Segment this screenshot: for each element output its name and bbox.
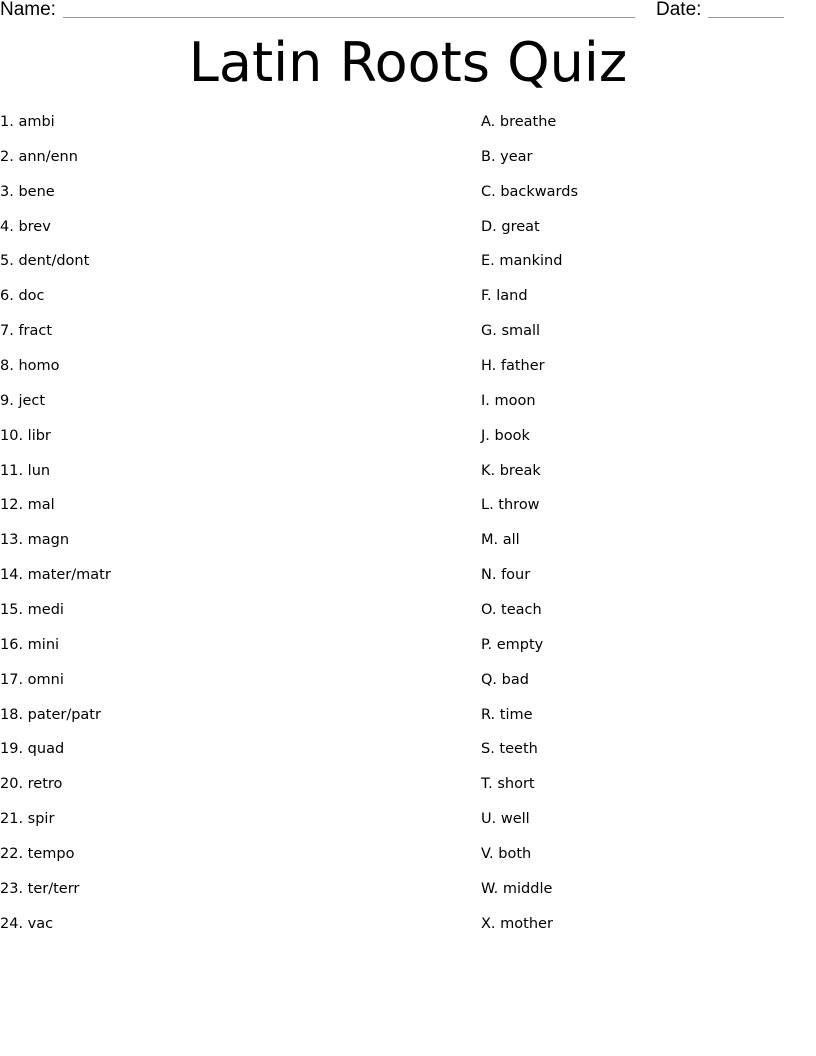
root-item: 18. pater/patr [0, 706, 101, 723]
meaning-item: U. well [481, 811, 530, 828]
root-item: 6. doc [0, 288, 45, 305]
meaning-item: D. great [481, 218, 540, 235]
root-item: 7. fract [0, 323, 53, 340]
date-blank-line [708, 17, 784, 18]
root-item: 20. retro [0, 776, 63, 793]
root-item: 14. mater/matr [0, 567, 111, 584]
meaning-item: B. year [481, 148, 533, 165]
root-item: 22. tempo [0, 846, 75, 863]
meaning-item: O. teach [481, 602, 542, 619]
meaning-item: M. all [481, 532, 520, 549]
root-item: 13. magn [0, 532, 70, 549]
page-title: Latin Roots Quiz [188, 31, 628, 94]
root-item: 15. medi [0, 602, 64, 619]
meaning-item: W. middle [481, 880, 553, 897]
root-item: 21. spir [0, 811, 55, 828]
root-item: 1. ambi [0, 114, 55, 130]
meaning-item: G. small [481, 323, 541, 340]
root-item: 12. mal [0, 497, 55, 514]
meaning-item: C. backwards [481, 183, 579, 200]
roots-list [0, 110, 440, 947]
root-item: 10. libr [0, 427, 51, 444]
meaning-item: J. book [481, 427, 530, 444]
meanings-list [481, 110, 801, 947]
meaning-item: X. mother [481, 915, 553, 932]
meaning-item: R. time [481, 706, 533, 723]
name-blank-line [63, 17, 635, 18]
meaning-item: V. both [481, 846, 532, 863]
root-item: 9. ject [0, 392, 46, 409]
meaning-item: P. empty [481, 636, 544, 653]
meaning-item: K. break [481, 462, 541, 479]
root-item: 17. omni [0, 671, 64, 688]
root-item: 16. mini [0, 636, 60, 653]
root-item: 23. ter/terr [0, 880, 80, 897]
root-item: 19. quad [0, 741, 65, 758]
root-item: 24. vac [0, 915, 54, 932]
root-item: 11. lun [0, 462, 51, 479]
meaning-item: N. four [481, 567, 531, 584]
meaning-item: F. land [481, 288, 528, 305]
meaning-item: H. father [481, 358, 545, 375]
meaning-item: S. teeth [481, 741, 538, 758]
root-item: 3. bene [0, 183, 55, 200]
meaning-item: L. throw [481, 497, 540, 514]
meaning-item: Q. bad [481, 671, 529, 688]
meaning-item: I. moon [481, 392, 536, 409]
root-item: 8. homo [0, 358, 60, 375]
date-label: Date: [656, 0, 702, 20]
root-item: 5. dent/dont [0, 253, 90, 270]
meaning-item: A. breathe [481, 114, 557, 130]
name-label: Name: [0, 0, 56, 20]
meaning-item: E. mankind [481, 253, 563, 270]
root-item: 2. ann/enn [0, 148, 78, 165]
root-item: 4. brev [0, 218, 51, 235]
meaning-item: T. short [481, 776, 535, 793]
header-line [0, 0, 816, 24]
